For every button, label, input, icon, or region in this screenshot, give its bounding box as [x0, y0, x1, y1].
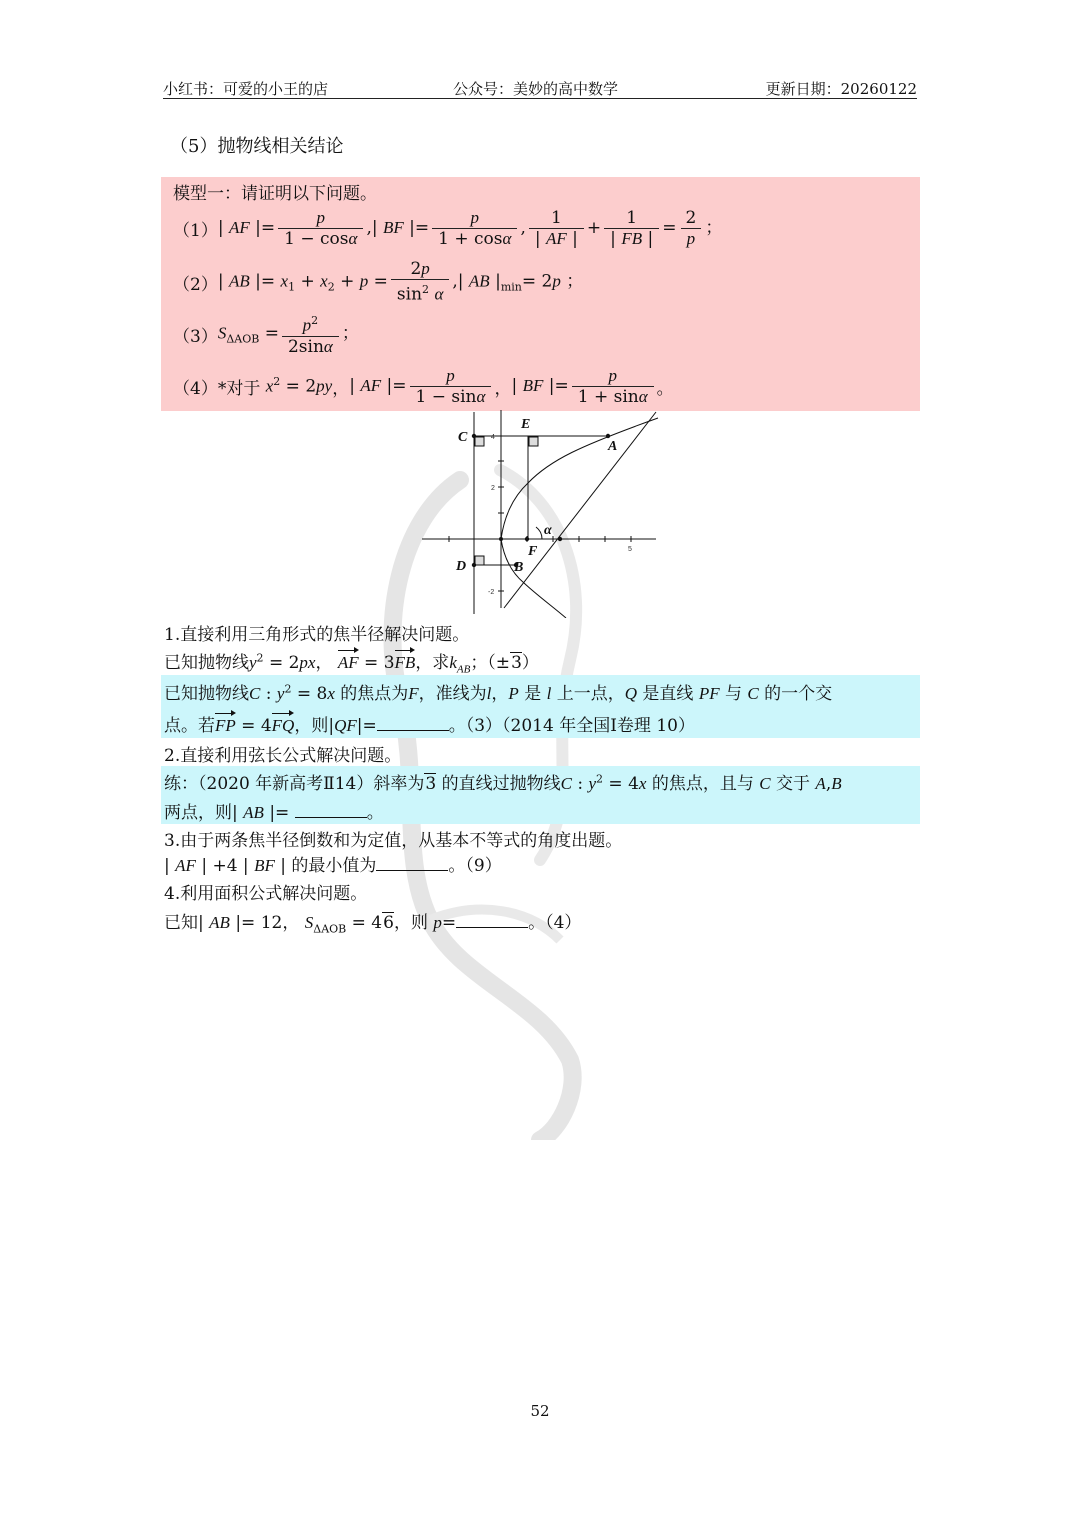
- svg-text:5: 5: [628, 546, 632, 553]
- exercise-box-1: [161, 675, 920, 738]
- model-item-2: [173, 259, 583, 305]
- label-A: A: [608, 439, 618, 454]
- item4-af: | AF |= $\frac{p}{1 - \sin\alpha}$: [349, 366, 494, 407]
- item2-formula: | AB |= $x_1 + x_2 + p$ = $\frac{2p}{\sin^2 \alpha}$ ,| AB $|_{min}= 2p$ ；: [217, 259, 584, 305]
- section-title: （5）抛物线相关结论: [170, 136, 344, 157]
- exercise-2-line-1: 练：（2020 年新高考Ⅱ14）斜率为3 的直线过抛物线C : $y^2 = 4x$ 的焦点，且与 C 交于 A,B: [164, 772, 842, 794]
- label-F: F: [528, 544, 538, 559]
- answer-blank-2[interactable]: [295, 803, 367, 818]
- header-left: 小红书：可爱的小王的店: [163, 80, 329, 98]
- question-4: 已知| AB |= 12， $S_{\Delta AOB} = 46$，则 p= 。（4）: [164, 913, 582, 936]
- label-alpha: α: [544, 523, 552, 538]
- label-D: D: [456, 559, 467, 574]
- model-title: 模型一：请证明以下问题。: [173, 184, 377, 204]
- page-number: 52: [530, 1402, 550, 1420]
- svg-text:-2: -2: [488, 589, 495, 596]
- label-E: E: [521, 417, 531, 432]
- header-right: 更新日期：20260122: [765, 80, 917, 98]
- label-B: B: [514, 560, 524, 575]
- model-item-1: [173, 205, 722, 251]
- item4-prefix: （4）*对于: [173, 378, 261, 399]
- header-center: 公众号：美妙的高中数学: [453, 80, 619, 98]
- item4-eq: $x^2 = 2py$: [265, 375, 333, 397]
- heading-2: 2.直接利用弦长公式解决问题。: [164, 746, 402, 766]
- exercise-1-line-2: 点。若FP = 4FQ，则|QF|= 。（3）（2014 年全国Ⅰ卷理 10）: [164, 716, 695, 736]
- item3-prefix: （3）: [173, 326, 218, 347]
- item1-prefix: （1）: [173, 220, 218, 241]
- answer-blank-1[interactable]: [377, 716, 449, 731]
- exercise-1-line-1: 已知抛物线C : $y^2 = 8x$ 的焦点为F，准线为l，P 是 l 上一点，Q 是直线 PF 与 C 的一个交: [164, 682, 833, 704]
- heading-4: 4.利用面积公式解决问题。: [164, 884, 368, 904]
- model-box: [161, 177, 920, 411]
- question-3: | AF | +4 | BF | 的最小值为 。（9）: [164, 856, 502, 876]
- answer-blank-4[interactable]: [456, 913, 528, 928]
- item3-formula: $S_{\Delta AOB}$ = $\frac{p^2}{2\sin\alpha}$ ；: [217, 314, 359, 357]
- svg-text:4: 4: [491, 434, 495, 441]
- model-item-3: [173, 311, 359, 357]
- heading-1: 1.直接利用三角形式的焦半径解决问题。: [164, 625, 470, 645]
- model-item-4: （4）*对于 $x^2 = 2py$ ， | AF |= $\frac{p}{1 - \sin\alpha}$ ， | BF |= $\frac{p}{1 + \sin\alpha}$ 。: [173, 365, 674, 407]
- label-C: C: [458, 430, 468, 445]
- item4-bf: | BF |= $\frac{p}{1 + \sin\alpha}$: [511, 366, 656, 407]
- heading-3: 3.由于两条焦半径倒数和为定值，从基本不等式的角度出题。: [164, 831, 623, 851]
- parabola-figure: [420, 408, 660, 618]
- item1-formula: | AF |= $\frac{p}{1 - \cos\alpha}$ ,| BF |= $\frac{p}{1 + \cos\alpha}$ , $\frac{1}{| AF |}$ + $\frac{1}{| FB |}$ = $\frac{2}{p}$ ；: [217, 207, 723, 249]
- exercise-2-line-2: 两点，则| AB |= 。: [164, 803, 384, 823]
- exercise-box-2: [161, 766, 920, 824]
- svg-text:2: 2: [491, 485, 495, 492]
- page-header: [163, 78, 917, 99]
- question-1: 已知抛物线$y^2 = 2px$， AF = 3FB，求$k_{AB}$；（±3）: [164, 651, 539, 676]
- focal-chord: [504, 412, 656, 608]
- item2-prefix: （2）: [173, 274, 218, 295]
- answer-blank-3[interactable]: [376, 856, 448, 871]
